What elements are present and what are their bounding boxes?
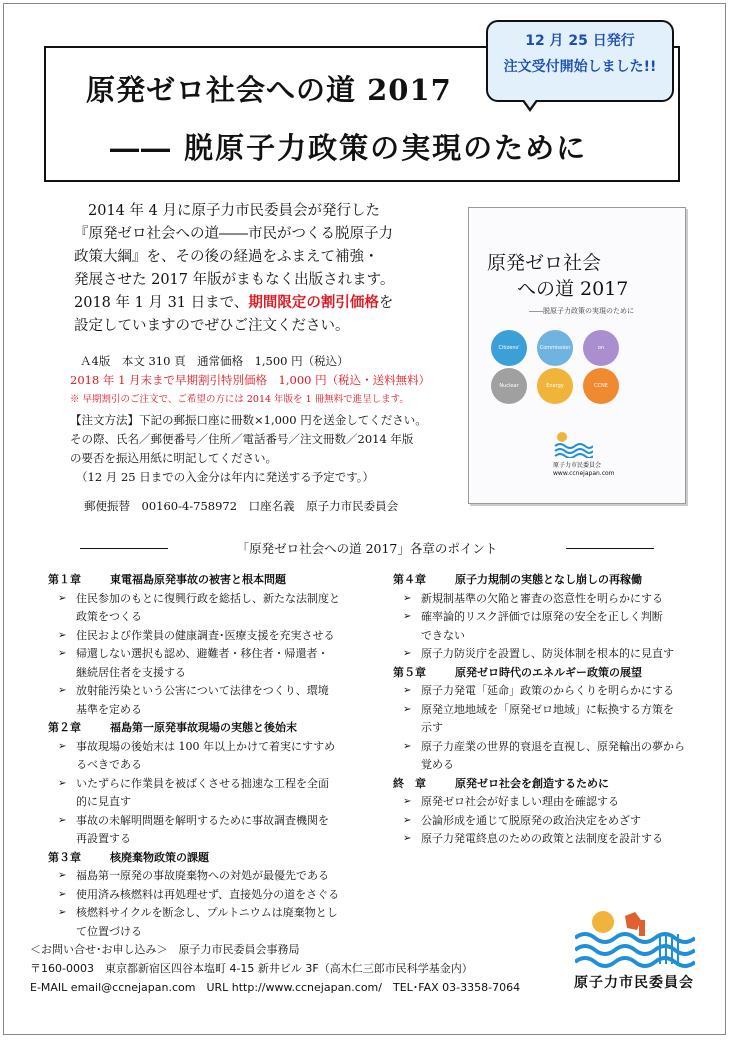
- discount-highlight: 期間限定の割引価格: [248, 295, 379, 311]
- chapter-point-line: 示す: [421, 721, 443, 734]
- chapter-heading: [393, 571, 693, 590]
- order-info: [70, 352, 450, 516]
- chapter-heading: [393, 664, 693, 683]
- chapter-point-line: 原子力発電「延命」政策のからくりを明らかにする: [421, 684, 674, 697]
- order-line: 【注文方法】下記の郵振口座に冊数×1,000 円を送金してください。: [70, 413, 427, 427]
- contact-email-url-tel: E-MAIL email@ccnejapan.com URL http://www.ccnejapan.com/ TEL･FAX 03-3358-7064: [30, 981, 521, 994]
- cover-url: www.ccnejapan.com: [553, 470, 615, 477]
- chapter-point: [48, 738, 368, 775]
- chapter-point-line: 確率論的リスク評価では原発の安全を正しく判断: [421, 610, 663, 623]
- chapter-number: 第３章: [48, 850, 81, 864]
- section-divider-right: [566, 548, 654, 549]
- chapter-point-line: 帰還しない選択も認め、避難者・移住者・帰還者・: [76, 647, 329, 660]
- cover-logo-icon: [553, 430, 593, 458]
- chapter-point: [393, 830, 693, 849]
- chapter-point: [393, 590, 693, 609]
- arrow-bullet-icon: ➢: [58, 685, 67, 696]
- chapter-point: [393, 682, 693, 701]
- cover-circle: on: [583, 330, 619, 366]
- arrow-bullet-icon: ➢: [58, 648, 67, 659]
- arrow-bullet-icon: ➢: [403, 648, 412, 659]
- cover-subtitle: ――脱原子力政策の実現のために: [529, 307, 634, 315]
- arrow-bullet-icon: ➢: [58, 907, 67, 918]
- intro-line: 政策大綱』を、その後の経過をふまえて補強・: [74, 249, 379, 265]
- intro-text: を: [378, 295, 394, 311]
- chapter-point-line: 核燃料サイクルを断念し、プルトニウムは廃棄物とし: [76, 906, 338, 919]
- badge-line-1: 12 月 25 日発行: [525, 33, 635, 49]
- book-cover: [468, 207, 686, 504]
- arrow-bullet-icon: ➢: [58, 629, 67, 641]
- chapter-point-line: 放射能汚染という公害について法律をつくり、環境: [76, 684, 329, 697]
- chapter-point-line: 原子力産業の世界的衰退を直視し、原発輸出の夢から: [421, 739, 685, 753]
- chapter-point: [48, 775, 368, 812]
- chapter-point-line: 使用済み核燃料は再処理せず、直接処分の道をさぐる: [76, 887, 340, 901]
- arrow-bullet-icon: ➢: [403, 814, 412, 826]
- chapter-point: [48, 645, 368, 682]
- discount-note: ※ 早期割引のご注文で、ご希望の方には 2014 年版を 1 冊無料で進呈します。: [70, 394, 409, 405]
- contact-address: 〒160-0003 東京都新宿区四谷本塩町 4-15 新井ビル 3F（高木仁三郎市民科学基金内）: [30, 962, 473, 975]
- cover-title-line: への道 2017: [517, 278, 629, 300]
- cover-circle: CCNE: [583, 368, 619, 404]
- cover-circle: Citizens': [491, 330, 527, 366]
- chapter-number: 第２章: [48, 721, 81, 734]
- discount-price: 2018 年 1 月末まで早期割引特別価格 1,000 円（税込・送料無料）: [70, 373, 431, 387]
- arrow-bullet-icon: ➢: [58, 888, 67, 900]
- order-line: （12 月 25 日までの入金分は年内に発送する予定です。）: [76, 470, 375, 484]
- chapter-point-line: 政策をつくる: [76, 610, 142, 623]
- chapter-point-line: 住民参加のもとに復興行政を総括し、新たな法制度と: [76, 591, 340, 605]
- cover-circle: Energy: [537, 368, 573, 404]
- chapter-point-line: 福島第一原発の事故廃棄物への対処が最優先である: [76, 869, 329, 882]
- chapter-point-line: 再設置する: [76, 832, 131, 845]
- arrow-bullet-icon: ➢: [403, 740, 412, 752]
- chapter-point-line: 住民および作業員の健康調査･医療支援を充実させる: [76, 628, 335, 642]
- chapter-heading: [48, 849, 368, 868]
- chapter-point-line: 原子力防災庁を設置し、防災体制を根本的に見直す: [421, 647, 674, 660]
- chapter-point: [393, 738, 693, 775]
- cover-circle: Commission: [537, 330, 573, 366]
- order-line: の要否を振込用紙に明記してください。: [70, 451, 277, 465]
- arrow-bullet-icon: ➢: [403, 611, 412, 622]
- chapter-point-line: 事故の未解明問題を解明するために事故調査機関を: [76, 813, 329, 827]
- intro-line: 『原発ゼロ社会への道――市民がつくる脱原子力: [74, 226, 393, 242]
- cover-publisher: [553, 462, 615, 478]
- postal-transfer: 郵便振替 00160-4-758972 口座名義 原子力市民委員会: [84, 499, 399, 513]
- organization-name: 原子力市民委員会: [574, 975, 694, 991]
- chapters-right-column: [393, 571, 693, 849]
- arrow-bullet-icon: ➢: [58, 592, 67, 604]
- chapter-number: 第１章: [48, 573, 81, 586]
- arrow-bullet-icon: ➢: [58, 740, 67, 752]
- chapter-point: [393, 645, 693, 664]
- badge-tail-inner: [522, 97, 538, 108]
- chapter-point-line: 覚める: [421, 758, 454, 771]
- arrow-bullet-icon: ➢: [58, 814, 67, 826]
- chapter-title: 原子力規制の実態となし崩しの再稼働: [455, 573, 642, 586]
- chapter-point: [48, 812, 368, 849]
- book-format: Ａ4版 本文 310 頁 通常価格 1,500 円（税込）: [80, 354, 349, 368]
- page-title: 原発ゼロ社会への道 2017: [86, 73, 452, 107]
- cover-publisher-name: 原子力市民委員会: [553, 462, 602, 469]
- chapter-point: [48, 867, 368, 886]
- chapter-point: [393, 793, 693, 812]
- chapter-point-line: できない: [421, 628, 465, 642]
- release-badge: [486, 20, 674, 102]
- section-title: 「原発ゼロ社会への道 2017」各章のポイント: [236, 541, 498, 556]
- chapter-point-line: 事故現場の後始末は 100 年以上かけて着実にすすめ: [76, 739, 336, 753]
- chapter-title: 東電福島原発事故の被害と根本問題: [110, 573, 286, 586]
- chapter-point: [48, 590, 368, 627]
- chapter-title: 原発ゼロ時代のエネルギー政策の展望: [455, 665, 642, 679]
- badge-line-2: 注文受付開始しました!!: [503, 59, 657, 75]
- order-line: その際、氏名／郵便番号／住所／電話番号／注文冊数／2014 年版: [70, 432, 414, 446]
- chapter-point-line: いたずらに作業員を被ばくさせる拙速な工程を全面: [76, 776, 329, 790]
- chapter-number: 第５章: [393, 665, 426, 679]
- cover-title: [487, 250, 628, 302]
- chapter-point: [393, 608, 693, 645]
- contact-heading: ＜お問い合せ･お申し込み＞ 原子力市民委員会事務局: [30, 943, 300, 956]
- arrow-bullet-icon: ➢: [403, 703, 412, 715]
- organization-logo-icon: [575, 908, 695, 970]
- chapter-title: 核廃棄物政策の課題: [110, 850, 209, 864]
- section-header: [80, 539, 654, 559]
- chapter-point-line: て位置づける: [76, 924, 142, 938]
- chapter-point-line: 的に見直す: [76, 795, 131, 808]
- arrow-bullet-icon: ➢: [403, 833, 412, 844]
- contact-info: [30, 940, 520, 997]
- page-subtitle: ―― 脱原子力政策の実現のために: [110, 131, 588, 165]
- chapter-point: [393, 701, 693, 738]
- chapter-point: [48, 886, 368, 905]
- intro-line: 2014 年 4 月に原子力市民委員会が発行した: [88, 203, 380, 219]
- chapter-title: 原発ゼロ社会を創造するために: [455, 776, 609, 790]
- chapter-point: [48, 627, 368, 646]
- chapter-point-line: 原発立地地域を「原発ゼロ地域」に転換する方策を: [421, 702, 674, 716]
- chapter-title: 福島第一原発事故現場の実態と後始末: [110, 721, 297, 734]
- arrow-bullet-icon: ➢: [403, 796, 412, 807]
- intro-line: 設定していますのでぜひご注文ください。: [74, 318, 350, 334]
- arrow-bullet-icon: ➢: [58, 870, 67, 881]
- chapter-point-line: 基準を定める: [76, 702, 142, 716]
- chapter-number: 終 章: [393, 776, 426, 790]
- intro-paragraph: [74, 200, 444, 338]
- chapter-point: [48, 904, 368, 941]
- intro-text: 2018 年 1 月 31 日まで、: [74, 295, 249, 311]
- chapter-point-line: 公論形成を通じて脱原発の政治決定をめざす: [421, 813, 641, 827]
- chapter-point-line: 新規制基準の欠陥と審査の恣意性を明らかにする: [421, 591, 663, 605]
- chapter-point-line: 原子力発電終息のための政策と法制度を設計する: [421, 832, 663, 845]
- intro-line: 発展させた 2017 年版がまもなく出版されます。: [74, 272, 395, 288]
- chapter-point-line: 原発ゼロ社会が好ましい理由を確認する: [421, 795, 619, 808]
- chapters-left-column: [48, 571, 368, 941]
- chapter-heading: [48, 719, 368, 738]
- chapter-heading: [48, 571, 368, 590]
- cover-circle: Nuclear: [491, 368, 527, 404]
- cover-title-line: 原発ゼロ社会: [487, 252, 602, 274]
- chapter-point: [393, 812, 693, 831]
- arrow-bullet-icon: ➢: [403, 592, 412, 604]
- chapter-point-line: 継続居住者を支援する: [76, 665, 186, 679]
- chapter-point-line: るべきである: [76, 758, 142, 771]
- chapter-heading: [393, 775, 693, 794]
- intro-line: [74, 292, 444, 315]
- arrow-bullet-icon: ➢: [403, 685, 412, 696]
- chapter-point: [48, 682, 368, 719]
- order-method: [70, 411, 450, 487]
- arrow-bullet-icon: ➢: [58, 777, 67, 789]
- chapter-number: 第４章: [393, 573, 426, 586]
